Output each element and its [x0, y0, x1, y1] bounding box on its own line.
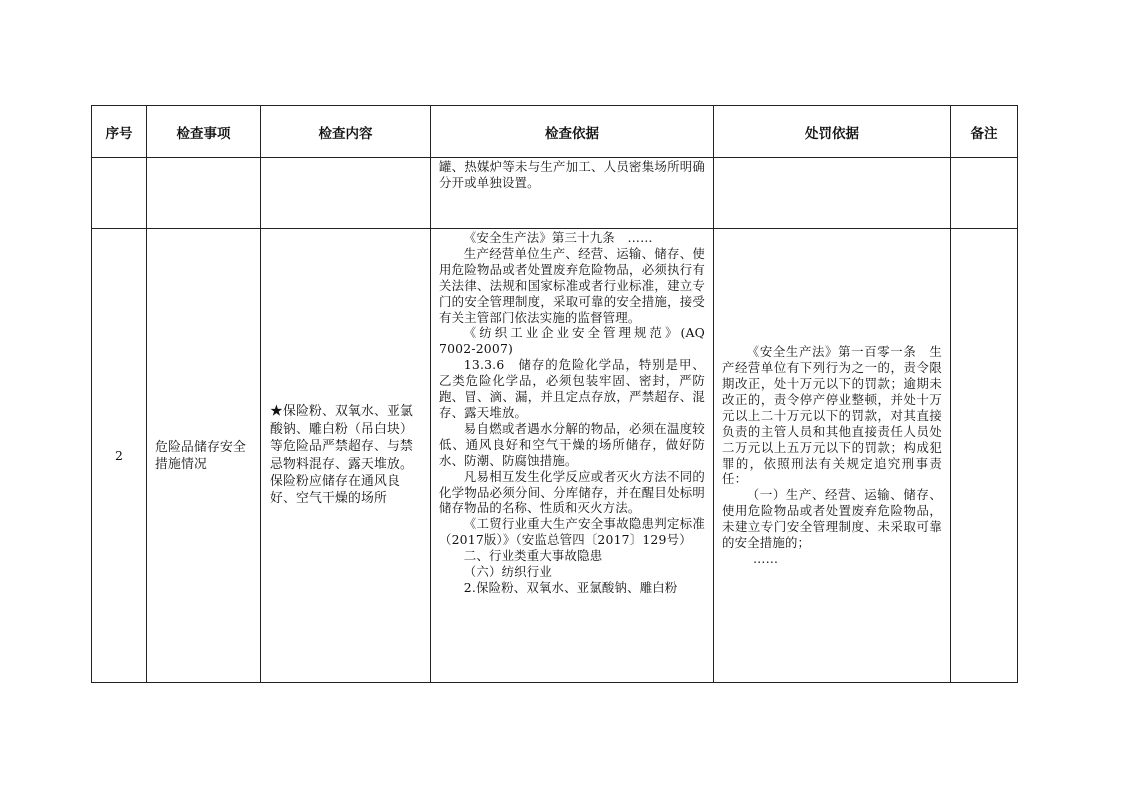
header-row [92, 106, 1018, 158]
header-content: 检查内容 [261, 106, 431, 158]
basis-paragraph: （六）纺织行业 [463, 564, 552, 580]
basis-paragraph: 易自燃或者遇水分解的物品，必须在温度较低、通风良好和空气干燥的场所储存，做好防水、防潮、防腐蚀措施。 [439, 420, 705, 468]
basis-paragraph: 《工贸行业重大生产安全事故隐患判定标准（2017版）》（安监总管四〔2017〕129号） [439, 516, 705, 548]
penalty-paragraph: …… [753, 550, 779, 566]
inspection-table [91, 105, 1018, 683]
penalty-paragraph: （一）生产、经营、运输、储存、使用危险物品或者处置废弃危险物品，未建立专门安全管理制度、未采取可靠的安全措施的； [722, 487, 942, 551]
penalty-cell [714, 158, 951, 229]
basis-paragraph: 《纺织工业企业安全管理规范》(AQ 7002-2007) [439, 325, 705, 357]
penalty-paragraph: 《安全生产法》第一百零一条 生产经营单位有下列行为之一的，责令限期改正，处十万元以下的罚款；逾期未改正的，责令停产停业整顿，并处十万元以上二十万元以下的罚款，对其直接负责的主管人员和其他直接责任人员处二万元以上五万元以下的罚款；构成犯罪的，依照刑法有关规定追究刑事责任： [722, 344, 942, 487]
basis-paragraph: 二、行业类重大事故隐患 [463, 548, 603, 564]
content-cell [261, 158, 431, 229]
content-text: ★保险粉、双氧水、亚氯酸钠、雕白粉（吊白块）等危险品严禁超存、与禁忌物料混存、露天堆放。保险粉应储存在通风良好、空气干燥的场所 [270, 404, 413, 507]
basis-paragraph: 凡易相互发生化学反应或者灭火方法不同的化学物品必须分间、分库储存，并在醒目处标明储存物品的名称、性质和灭火方法。 [439, 468, 705, 516]
remark-cell [951, 158, 1018, 229]
basis-paragraph: 《安全生产法》第三十九条 …… [463, 230, 653, 245]
header-penalty: 处罚依据 [714, 106, 951, 158]
item-text: 危险品储存安全措施情况 [155, 439, 246, 472]
basis-cell [431, 229, 714, 683]
basis-paragraph: 生产经营单位生产、经营、运输、储存、使用危险物品或者处置废弃危险物品，必须执行有关法律、法规和国家标准或者行业标准，建立专门的安全管理制度，采取可靠的安全措施，接受有关主管部门依法实施的监督管理。 [439, 245, 705, 325]
penalty-cell [714, 229, 951, 683]
basis-cell [431, 158, 714, 229]
table-row [92, 229, 1018, 683]
header-basis: 检查依据 [431, 106, 714, 158]
basis-paragraph: 罐、热媒炉等未与生产加工、人员密集场所明确分开或单独设置。 [439, 159, 705, 190]
basis-paragraph: 2.保险粉、双氧水、亚氯酸钠、雕白粉 [463, 579, 678, 595]
item-cell [147, 229, 261, 683]
item-cell [147, 158, 261, 229]
table-row [92, 158, 1018, 229]
header-seq: 序号 [92, 106, 147, 158]
basis-paragraph: 13.3.6 储存的危险化学品，特别是甲、乙类危险化学品，必须包装牢固、密封，严防跑、冒、滴、漏，并且定点存放，严禁超存、混存、露天堆放。 [439, 357, 705, 420]
seq-cell: 2 [92, 229, 147, 683]
header-remark: 备注 [951, 106, 1018, 158]
header-item: 检查事项 [147, 106, 261, 158]
content-cell [261, 229, 431, 683]
remark-cell [951, 229, 1018, 683]
seq-cell [92, 158, 147, 229]
